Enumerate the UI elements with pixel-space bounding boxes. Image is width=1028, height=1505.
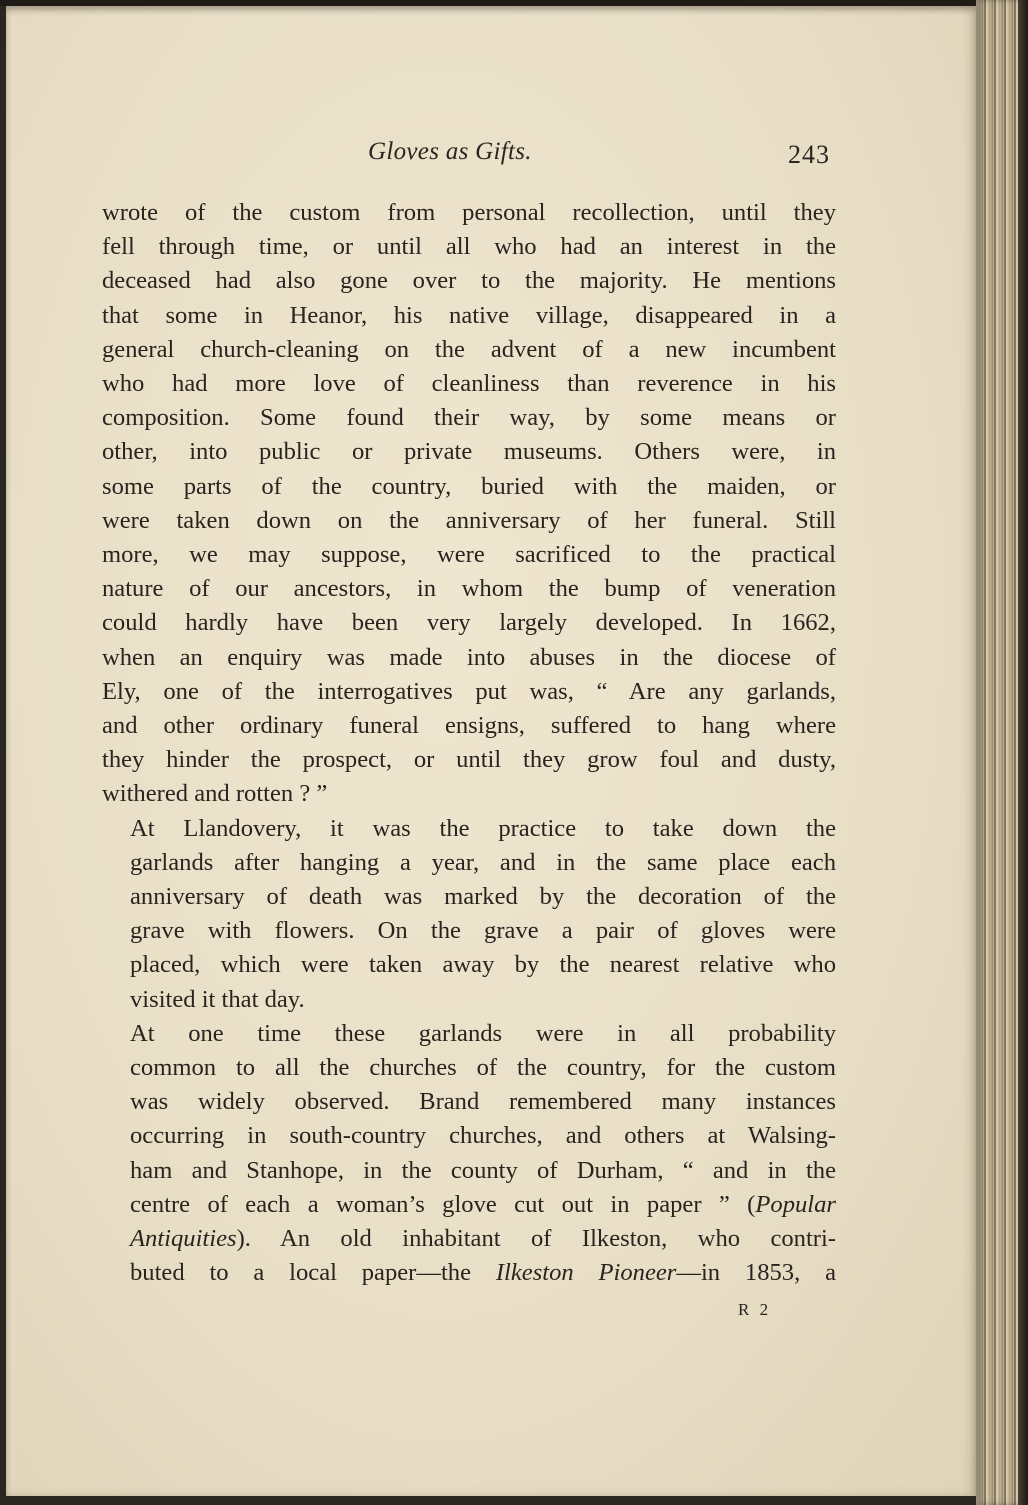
page-number: 243 <box>788 140 830 169</box>
text-line: ham and Stanhope, in the county of Durham, “ and in the <box>130 1156 836 1184</box>
text-line: anniversary of death was marked by the decoration of the <box>130 883 836 911</box>
text-line: who had more love of cleanliness than reverence in his <box>102 370 836 398</box>
text-fragment: buted to a local paper—the <box>130 1259 496 1287</box>
book-title-antiquities: Antiquities <box>130 1225 237 1253</box>
text-line: common to all the churches of the country, for the custom <box>130 1054 836 1082</box>
text-fragment: —in 1853, a <box>676 1259 836 1287</box>
text-line: other, into public or private museums. Others were, in <box>102 438 836 466</box>
page-edges <box>976 0 1028 1505</box>
paragraph-3 <box>102 1017 836 1291</box>
paragraph-2 <box>102 812 836 1017</box>
newspaper-title: Ilkeston Pioneer <box>495 1259 677 1287</box>
text-line: Ely, one of the interrogatives put was, “ Are any garlands, <box>102 677 836 705</box>
text-line: visited it that day. <box>130 985 305 1013</box>
text-fragment: centre of each a woman’s glove cut out in paper ” ( <box>130 1190 756 1218</box>
signature-mark: R 2 <box>738 1300 772 1319</box>
text-line: wrote of the custom from personal recollection, until they <box>102 199 836 226</box>
text-line <box>102 1256 836 1290</box>
text-line: deceased had also gone over to the majority. He mentions <box>102 267 836 295</box>
text-line: nature of our ancestors, in whom the bump of veneration <box>102 575 836 603</box>
paragraph-1 <box>102 196 836 812</box>
text-line: that some in Heanor, his native village, disappeared in a <box>102 301 836 329</box>
text-line: At one time these garlands were in all probability <box>130 1019 836 1047</box>
text-line: At Llandovery, it was the practice to take down the <box>130 814 836 842</box>
body-text <box>102 196 836 1291</box>
text-line: could hardly have been very largely developed. In 1662, <box>102 609 836 637</box>
text-line: was widely observed. Brand remembered many instances <box>130 1088 836 1116</box>
text-line: and other ordinary funeral ensigns, suffered to hang where <box>102 712 836 740</box>
text-line: grave with flowers. On the grave a pair of gloves were <box>130 917 836 945</box>
text-line: withered and rotten ? ” <box>102 780 328 808</box>
text-line: fell through time, or until all who had an interest in the <box>102 233 836 261</box>
text-line <box>102 1188 836 1222</box>
text-line: they hinder the prospect, or until they grow foul and dusty, <box>102 746 836 774</box>
page <box>6 6 976 1496</box>
text-line: more, we may suppose, were sacrificed to the practical <box>102 541 836 569</box>
text-line: when an enquiry was made into abuses in the diocese of <box>102 643 836 671</box>
text-line: occurring in south-country churches, and others at Walsing- <box>130 1122 836 1150</box>
text-line: composition. Some found their way, by some means or <box>102 404 836 432</box>
running-head-title: Gloves as Gifts. <box>368 138 532 165</box>
text-line: some parts of the country, buried with the maiden, or <box>102 472 836 500</box>
running-head <box>6 134 976 174</box>
text-line: general church-cleaning on the advent of a new incumbent <box>102 335 836 363</box>
book-title-popular: Popular <box>755 1190 836 1218</box>
text-line <box>102 1222 836 1256</box>
text-line: were taken down on the anniversary of her funeral. Still <box>102 506 836 534</box>
text-fragment: ). An old inhabitant of Ilkeston, who contri- <box>236 1225 836 1253</box>
text-line: placed, which were taken away by the nearest relative who <box>130 951 836 979</box>
text-line: garlands after hanging a year, and in the same place each <box>130 848 836 876</box>
